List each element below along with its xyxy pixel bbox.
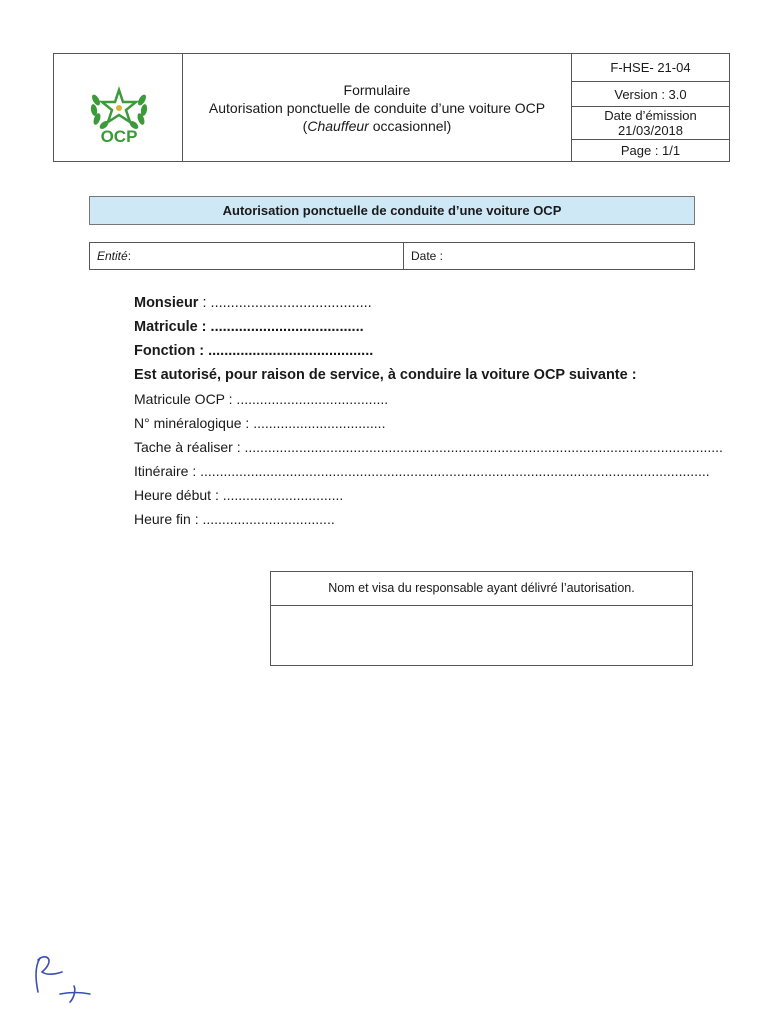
form-title <box>183 54 572 161</box>
title-line-2: Autorisation ponctuelle de conduite d’une voiture OCP <box>208 99 546 116</box>
matricule-field[interactable]: Matricule : ...................................... <box>134 319 364 335</box>
document-reference: F-HSE- 21-04 <box>572 54 729 82</box>
authorization-fields <box>134 291 723 531</box>
title-line-3: (Chauffeur occasionnel) <box>302 117 452 134</box>
fonction-field[interactable]: Fonction : ......................................... <box>134 343 374 359</box>
authorization-statement: Est autorisé, pour raison de service, à conduire la voiture OCP suivante : <box>134 367 637 383</box>
start-time-field[interactable]: Heure début : ............................... <box>134 487 344 503</box>
issue-date <box>572 107 729 140</box>
date-field[interactable]: Date : <box>411 249 444 263</box>
monsieur-field[interactable]: Monsieur : ........................................ <box>134 295 372 311</box>
title-line-1: Formulaire <box>343 81 411 98</box>
document-header <box>53 53 730 162</box>
end-time-field[interactable]: Heure fin : .................................. <box>134 511 335 527</box>
ocp-logo <box>88 78 150 146</box>
signature-area[interactable] <box>271 606 692 666</box>
page-number: Page : 1/1 <box>620 143 681 158</box>
document-version: Version : 3.0 <box>572 82 729 107</box>
issue-date-label: Date d’émission <box>604 108 697 123</box>
entity-field[interactable]: Entité : <box>90 243 404 269</box>
document-meta <box>572 54 729 161</box>
section-banner: Autorisation ponctuelle de conduite d’une voiture OCP <box>89 196 695 225</box>
logo-cell <box>54 54 183 161</box>
registration-number-field[interactable]: N° minéralogique : .................................. <box>134 415 386 431</box>
svg-text:OCP: OCP <box>100 127 138 146</box>
signature-label: Nom et visa du responsable ayant délivré l’autorisation. <box>271 572 692 606</box>
signature-box <box>270 571 693 666</box>
issue-date-value: 21/03/2018 <box>617 123 684 138</box>
itinerary-field[interactable]: Itinéraire : ................................................................................................................................... <box>134 463 710 479</box>
vehicle-matricule-field[interactable]: Matricule OCP : ....................................... <box>134 391 389 407</box>
entity-date-row <box>89 242 695 270</box>
task-field[interactable]: Tache à réaliser : ........................................................................................................................... <box>134 439 723 455</box>
handwritten-initials <box>30 948 94 1008</box>
